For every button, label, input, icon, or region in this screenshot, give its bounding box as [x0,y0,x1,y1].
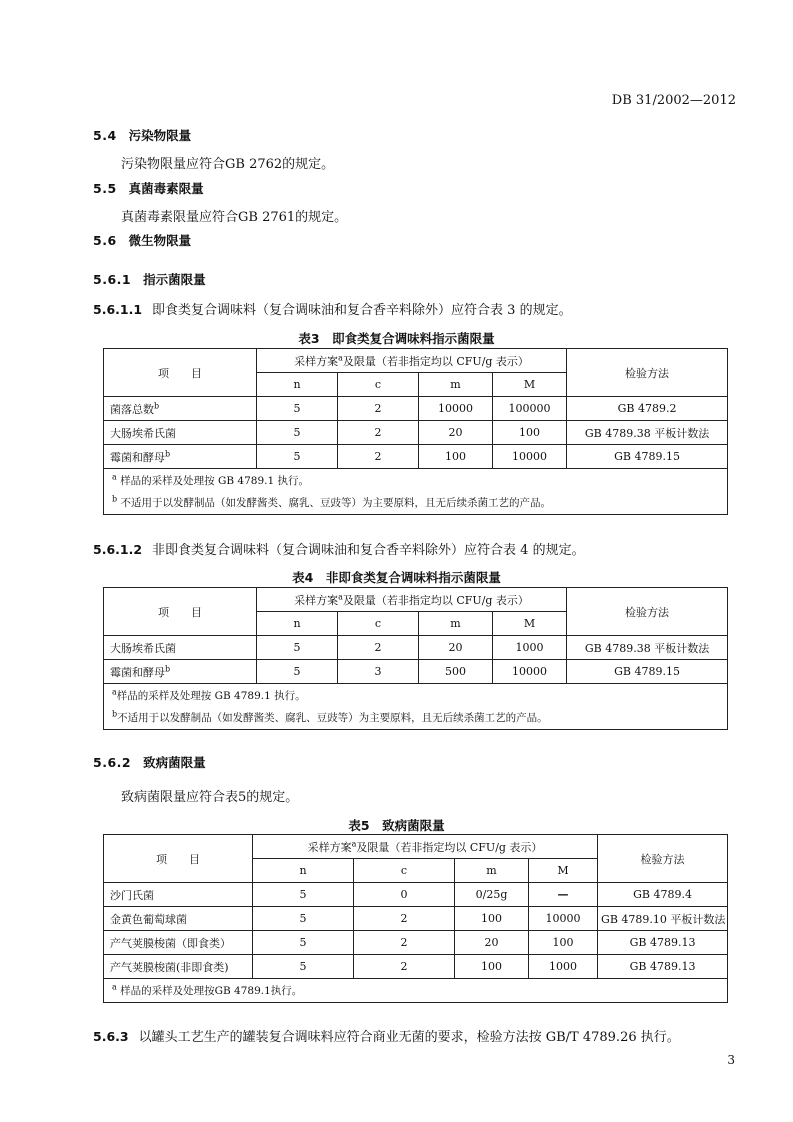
table-row [104,397,728,421]
section-5-6-2-heading [93,753,206,771]
section-number: 5.4 [93,128,117,143]
c-cell: 2 [354,931,455,955]
section-5-5-heading [93,179,204,197]
header-sampling: 采样方案$^a$及限量（若非指定均以 CFU/g 表示） [257,588,567,612]
header-M: M [529,859,598,883]
n-cell: 5 [257,397,338,421]
table-notes-row [104,469,728,515]
section-number: 5.6.1.1 [93,302,143,317]
n-cell: 5 [257,445,338,469]
M-cell: 100 [529,931,598,955]
item-cell: 产气荚膜梭菌（即食类） [104,931,253,955]
table-3 [103,348,728,515]
section-5-6-2-text: 致病菌限量应符合表5的规定。 [121,790,299,805]
table-3-caption: 表3 即食类复合调味料指示菌限量 [298,331,495,346]
method-cell: GB 4789.13 [598,955,728,979]
M-cell: 1000 [493,636,567,660]
table-4-caption: 表4 非即食类复合调味料指示菌限量 [292,570,501,585]
header-method: 检验方法 [598,835,728,883]
header-c: c [338,612,419,636]
c-cell: 2 [338,636,419,660]
header-M: M [493,612,567,636]
M-cell: 10000 [493,660,567,684]
item-cell: 霉菌和酵母$^b$ [104,445,257,469]
table-notes-row [104,979,728,1003]
c-cell: 2 [338,421,419,445]
table-row [104,907,728,931]
table-notes-row [104,684,728,730]
item-cell: 沙门氏菌 [104,883,253,907]
table-row [104,955,728,979]
section-title: 微生物限量 [128,233,192,248]
n-cell: 5 [257,636,338,660]
n-cell: 5 [253,883,354,907]
M-cell: 1000 [529,955,598,979]
section-number: 5.5 [93,181,117,196]
section-5-4-text: 污染物限量应符合GB 2762的规定。 [121,157,335,172]
section-text: 即食类复合调味料（复合调味油和复合香辛料除外）应符合表 3 的规定。 [152,303,572,318]
method-cell: GB 4789.2 [567,397,728,421]
c-cell: 0 [354,883,455,907]
m-cell: 0/25g [455,883,529,907]
header-sampling: 采样方案$^a$及限量（若非指定均以 CFU/g 表示） [257,349,567,373]
m-cell: 20 [419,636,493,660]
method-cell: GB 4789.38 平板计数法 [567,636,728,660]
section-title: 真菌毒素限量 [128,181,204,196]
c-cell: 3 [338,660,419,684]
section-number: 5.6.2 [93,755,132,770]
table-notes: $^a$ 样品的采样及处理按GB 4789.1执行。 [104,979,728,1003]
m-cell: 20 [419,421,493,445]
m-cell: 500 [419,660,493,684]
section-5-5-text: 真菌毒素限量应符合GB 2761的规定。 [121,210,348,225]
header-c: c [338,373,419,397]
M-cell: 10000 [529,907,598,931]
header-c: c [354,859,455,883]
header-m: m [455,859,529,883]
table-row [104,660,728,684]
n-cell: 5 [257,421,338,445]
method-cell: GB 4789.15 [567,660,728,684]
section-5-6-1-1 [93,299,572,318]
section-text: 非即食类复合调味料（复合调味油和复合香辛料除外）应符合表 4 的规定。 [152,543,585,558]
header-item: 项 目 [104,588,257,636]
m-cell: 100 [455,955,529,979]
method-cell: GB 4789.4 [598,883,728,907]
section-number: 5.6.1 [93,272,132,287]
table-notes: $^a$样品的采样及处理按 GB 4789.1 执行。 $^b$不适用于以发酵制品（如发酵酱类、腐乳、豆豉等）为主要原料，且无后续杀菌工艺的产品。 [104,684,728,730]
section-5-6-1-2 [93,539,585,558]
table-row [104,636,728,660]
header-sampling: 采样方案$^a$及限量（若非指定均以 CFU/g 表示） [253,835,598,859]
table-row [104,445,728,469]
m-cell: 20 [455,931,529,955]
header-item: 项 目 [104,349,257,397]
M-cell: 100000 [493,397,567,421]
method-cell: GB 4789.13 [598,931,728,955]
section-5-4-heading [93,126,191,144]
method-cell: GB 4789.38 平板计数法 [567,421,728,445]
table-5 [103,834,728,1003]
c-cell: 2 [354,955,455,979]
m-cell: 10000 [419,397,493,421]
header-n: n [253,859,354,883]
section-text: 以罐头工艺生产的罐装复合调味料应符合商业无菌的要求，检验方法按 GB/T 4789.26 执行。 [138,1030,680,1045]
table-row [104,931,728,955]
table-row [104,883,728,907]
method-cell: GB 4789.15 [567,445,728,469]
section-title: 致病菌限量 [143,755,206,770]
section-5-6-3 [93,1026,680,1045]
section-title: 指示菌限量 [143,272,206,287]
header-method: 检验方法 [567,588,728,636]
header-m: m [419,612,493,636]
document-code: DB 31/2002—2012 [611,93,736,108]
c-cell: 2 [354,907,455,931]
section-5-6-heading [93,231,191,249]
header-m: m [419,373,493,397]
section-number: 5.6 [93,233,117,248]
table-5-caption: 表5 致病菌限量 [348,818,445,833]
table-notes: $^a$ 样品的采样及处理按 GB 4789.1 执行。 $^b$ 不适用于以发酵制品（如发酵酱类、腐乳、豆豉等）为主要原料，且无后续杀菌工艺的产品。 [104,469,728,515]
M-cell: 100 [493,421,567,445]
n-cell: 5 [257,660,338,684]
item-cell: 霉菌和酵母$^b$ [104,660,257,684]
table-4 [103,587,728,730]
item-cell: 大肠埃希氏菌 [104,636,257,660]
table-row [104,421,728,445]
n-cell: 5 [253,955,354,979]
header-M: M [493,373,567,397]
m-cell: 100 [419,445,493,469]
item-cell: 大肠埃希氏菌 [104,421,257,445]
method-cell: GB 4789.10 平板计数法 [598,907,728,931]
m-cell: 100 [455,907,529,931]
c-cell: 2 [338,445,419,469]
item-cell: 金黄色葡萄球菌 [104,907,253,931]
c-cell: 2 [338,397,419,421]
header-n: n [257,612,338,636]
section-number: 5.6.1.2 [93,542,143,557]
section-5-6-1-heading [93,270,206,288]
section-title: 污染物限量 [128,128,192,143]
section-number: 5.6.3 [93,1029,129,1044]
header-item: 项 目 [104,835,253,883]
item-cell: 产气荚膜梭菌(非即食类) [104,955,253,979]
M-cell: 10000 [493,445,567,469]
page-number: 3 [727,1053,735,1067]
M-cell: — [529,883,598,907]
header-method: 检验方法 [567,349,728,397]
header-n: n [257,373,338,397]
n-cell: 5 [253,931,354,955]
item-cell: 菌落总数$^b$ [104,397,257,421]
n-cell: 5 [253,907,354,931]
